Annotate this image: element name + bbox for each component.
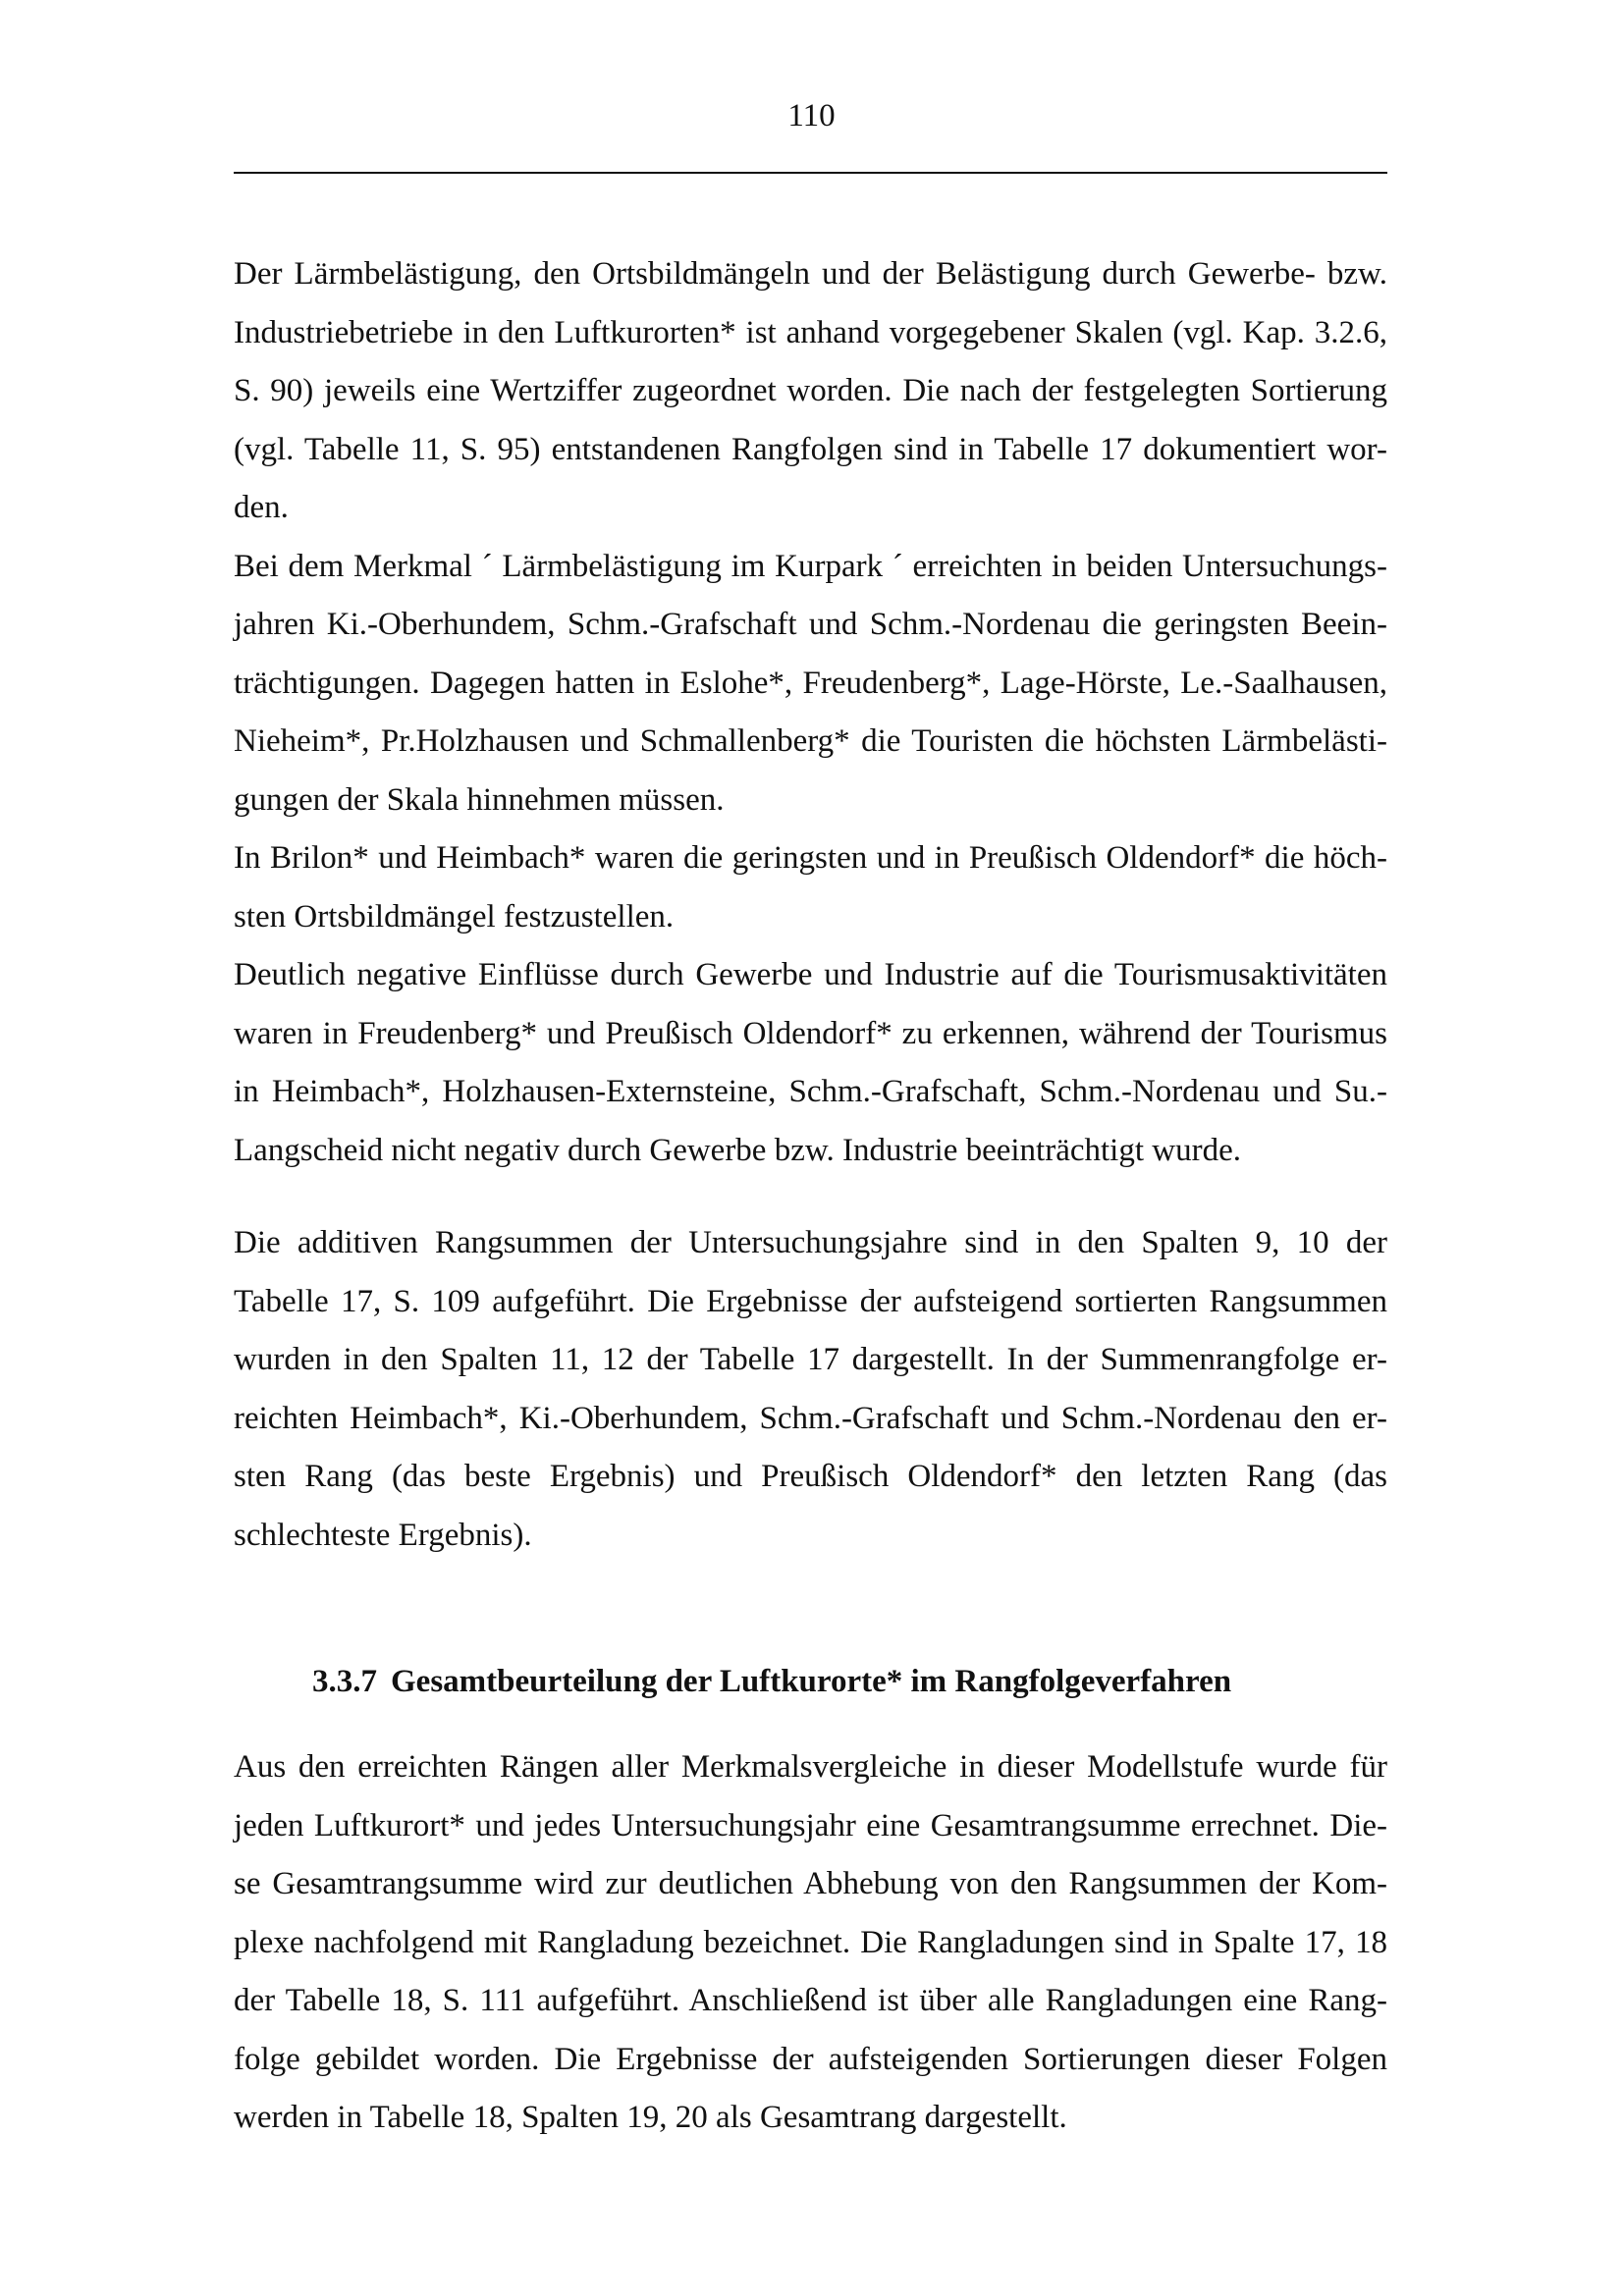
- paragraph-line: folge gebildet worden. Die Ergebnisse der aufsteigenden Sortierungen dieser Folgen: [234, 2041, 1387, 2077]
- paragraph-3: [234, 1738, 1387, 2148]
- paragraph-line: Industriebetriebe in den Luftkurorten* ist anhand vorgegebener Skalen (vgl. Kap. 3.2.6,: [234, 314, 1387, 350]
- paragraph-line: jahren Ki.-Oberhundem, Schm.-Grafschaft und Schm.-Nordenau die geringsten Beein-: [234, 607, 1387, 642]
- paragraph-line: werden in Tabelle 18, Spalten 19, 20 als Gesamtrang dargestellt.: [234, 2100, 1067, 2135]
- paragraph-line: jeden Luftkurort* und jedes Untersuchungsjahr eine Gesamtrangsumme errechnet. Die-: [234, 1807, 1387, 1843]
- paragraph-line: Deutlich negative Einflüsse durch Gewerbe und Industrie auf die Tourismusaktivitäten: [234, 957, 1387, 992]
- paragraph-line: gungen der Skala hinnehmen müssen.: [234, 781, 725, 818]
- page-number: 110: [787, 98, 836, 133]
- paragraph-line: schlechteste Ergebnis).: [234, 1517, 532, 1553]
- paragraph-line: S. 90) jeweils eine Wertziffer zugeordnet worden. Die nach der festgelegten Sortierung: [234, 373, 1387, 408]
- paragraph-line: Bei dem Merkmal ´ Lärmbelästigung im Kurpark ´ erreichten in beiden Untersuchungs-: [234, 548, 1387, 584]
- paragraph-line: Die additiven Rangsummen der Untersuchungsjahre sind in den Spalten 9, 10 der: [234, 1225, 1387, 1260]
- paragraph-line: plexe nachfolgend mit Rangladung bezeichnet. Die Rangladungen sind in Spalte 17, 18: [234, 1924, 1387, 1960]
- paragraph-line: in Heimbach*, Holzhausen-Externsteine, Schm.-Grafschaft, Schm.-Nordenau und Su.-: [234, 1074, 1387, 1109]
- paragraph-1: [234, 245, 1387, 1180]
- paragraph-line: der Tabelle 18, S. 111 aufgeführt. Anschließend ist über alle Rangladungen eine Rang-: [234, 1983, 1387, 2018]
- header-rule: [234, 172, 1387, 174]
- paragraph-line: wurden in den Spalten 11, 12 der Tabelle 17 dargestellt. In der Summenrangfolge er-: [234, 1342, 1387, 1377]
- paragraph-line: waren in Freudenberg* und Preußisch Oldendorf* zu erkennen, während der Tourismus: [234, 1015, 1387, 1051]
- paragraph-line: Aus den erreichten Rängen aller Merkmalsvergleiche in dieser Modellstufe wurde für: [234, 1749, 1387, 1785]
- section-number: 3.3.7: [312, 1664, 377, 1699]
- paragraph-line: In Brilon* und Heimbach* waren die geringsten und in Preußisch Oldendorf* die höch-: [234, 840, 1387, 876]
- paragraph-line: Langscheid nicht negativ durch Gewerbe bzw. Industrie beeinträchtigt wurde.: [234, 1132, 1241, 1168]
- section-title: Gesamtbeurteilung der Luftkurorte* im Rangfolgeverfahren: [391, 1664, 1232, 1699]
- paragraph-line: Nieheim*, Pr.Holzhausen und Schmallenberg* die Touristen die höchsten Lärmbelästi-: [234, 723, 1387, 759]
- section-heading: [312, 1662, 1231, 1701]
- paragraph-line: Tabelle 17, S. 109 aufgeführt. Die Ergebnisse der aufsteigend sortierten Rangsummen: [234, 1283, 1387, 1319]
- paragraph-2: [234, 1214, 1387, 1565]
- paragraph-line: sten Ortsbildmängel festzustellen.: [234, 898, 675, 934]
- paragraph-line: trächtigungen. Dagegen hatten in Eslohe*, Freudenberg*, Lage-Hörste, Le.-Saalhausen,: [234, 665, 1387, 701]
- paragraph-line: (vgl. Tabelle 11, S. 95) entstandenen Rangfolgen sind in Tabelle 17 dokumentiert wor-: [234, 431, 1387, 467]
- paragraph-line: Der Lärmbelästigung, den Ortsbildmängeln und der Belästigung durch Gewerbe- bzw.: [234, 256, 1387, 292]
- paragraph-line: sten Rang (das beste Ergebnis) und Preußisch Oldendorf* den letzten Rang (das: [234, 1459, 1387, 1494]
- paragraph-line: reichten Heimbach*, Ki.-Oberhundem, Schm.-Grafschaft und Schm.-Nordenau den er-: [234, 1400, 1387, 1436]
- paragraph-line: se Gesamtrangsumme wird zur deutlichen Abhebung von den Rangsummen der Kom-: [234, 1866, 1387, 1901]
- paragraph-line: den.: [234, 490, 289, 525]
